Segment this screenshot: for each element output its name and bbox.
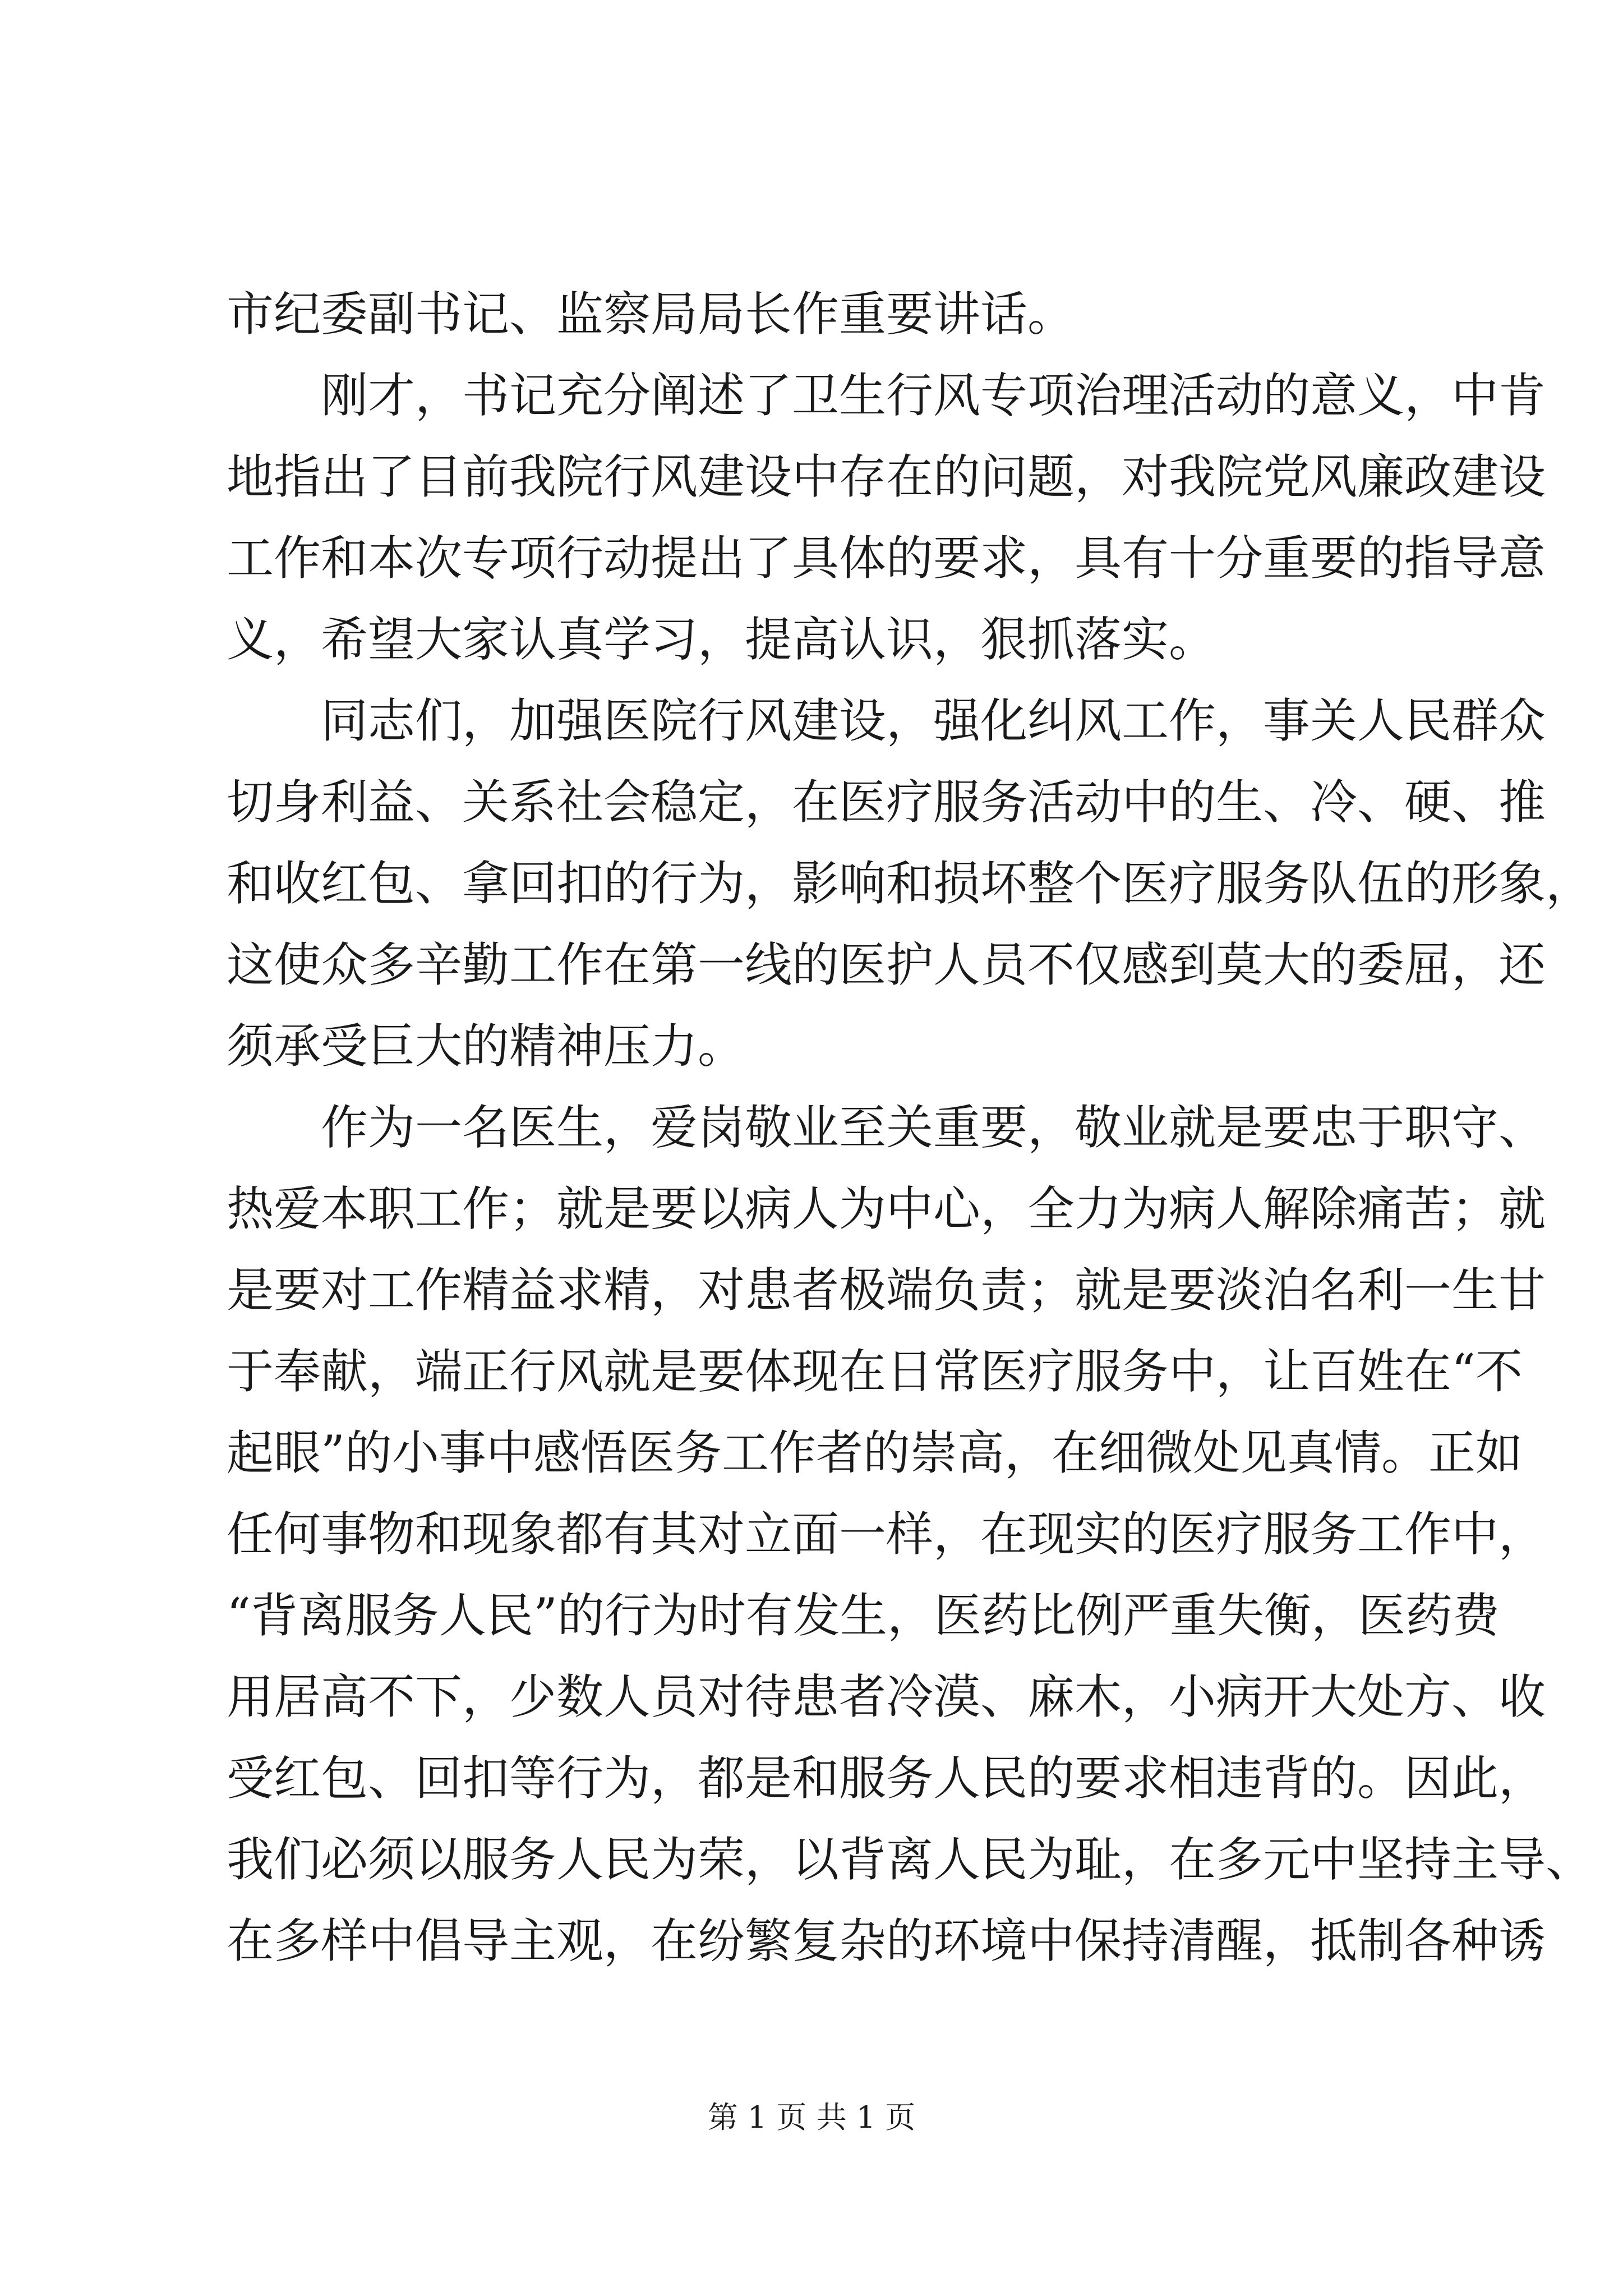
text-line: 在多样中倡导主观，在纷繁复杂的环境中保持清醒，抵制各种诱 [227, 1913, 1546, 1968]
text-line: 工作和本次专项行动提出了具体的要求，具有十分重要的指导意 [227, 531, 1546, 586]
text-line: 起眼”的小事中感悟医务工作者的崇高，在细微处见真情。正如 [227, 1425, 1523, 1480]
text-line: 于奉献，端正行风就是要体现在日常医疗服务中，让百姓在“不 [227, 1344, 1523, 1399]
text-line: “背离服务人民”的行为时有发生，医药比例严重失衡，医药费 [227, 1588, 1500, 1643]
text-line: 市纪委副书记、监察局局长作重要讲话。 [227, 287, 1075, 342]
text-line: 义，希望大家认真学习，提高认识，狠抓落实。 [227, 612, 1216, 667]
text-line: 作为一名医生，爱岗敬业至关重要，敬业就是要忠于职守、 [321, 1100, 1546, 1155]
page-footer: 第 1 页 共 1 页 [707, 2100, 916, 2135]
text-line: 和收红包、拿回扣的行为，影响和损坏整个医疗服务队伍的形象， [227, 856, 1593, 911]
text-line: 受红包、回扣等行为，都是和服务人民的要求相违背的。因此， [227, 1751, 1546, 1806]
text-line: 是要对工作精益求精，对患者极端负责；就是要淡泊名利一生甘 [227, 1263, 1546, 1318]
text-line: 这使众多辛勤工作在第一线的医护人员不仅感到莫大的委屈，还 [227, 937, 1546, 992]
text-line: 热爱本职工作；就是要以病人为中心，全力为病人解除痛苦；就 [227, 1181, 1546, 1236]
text-line: 刚才，书记充分阐述了卫生行风专项治理活动的意义，中肯 [321, 368, 1546, 423]
text-line: 同志们，加强医院行风建设，强化纠风工作，事关人民群众 [321, 693, 1546, 748]
text-line: 任何事物和现象都有其对立面一样，在现实的医疗服务工作中， [227, 1507, 1546, 1562]
text-line: 须承受巨大的精神压力。 [227, 1019, 745, 1074]
body-text [227, 274, 1593, 1982]
text-line: 用居高不下，少数人员对待患者冷漠、麻木，小病开大处方、收 [227, 1669, 1546, 1724]
text-line: 切身利益、关系社会稳定，在医疗服务活动中的生、冷、硬、推 [227, 775, 1546, 830]
text-line: 我们必须以服务人民为荣，以背离人民为耻，在多元中坚持主导、 [227, 1832, 1593, 1887]
text-line: 地指出了目前我院行风建设中存在的问题，对我院党风廉政建设 [227, 449, 1546, 504]
